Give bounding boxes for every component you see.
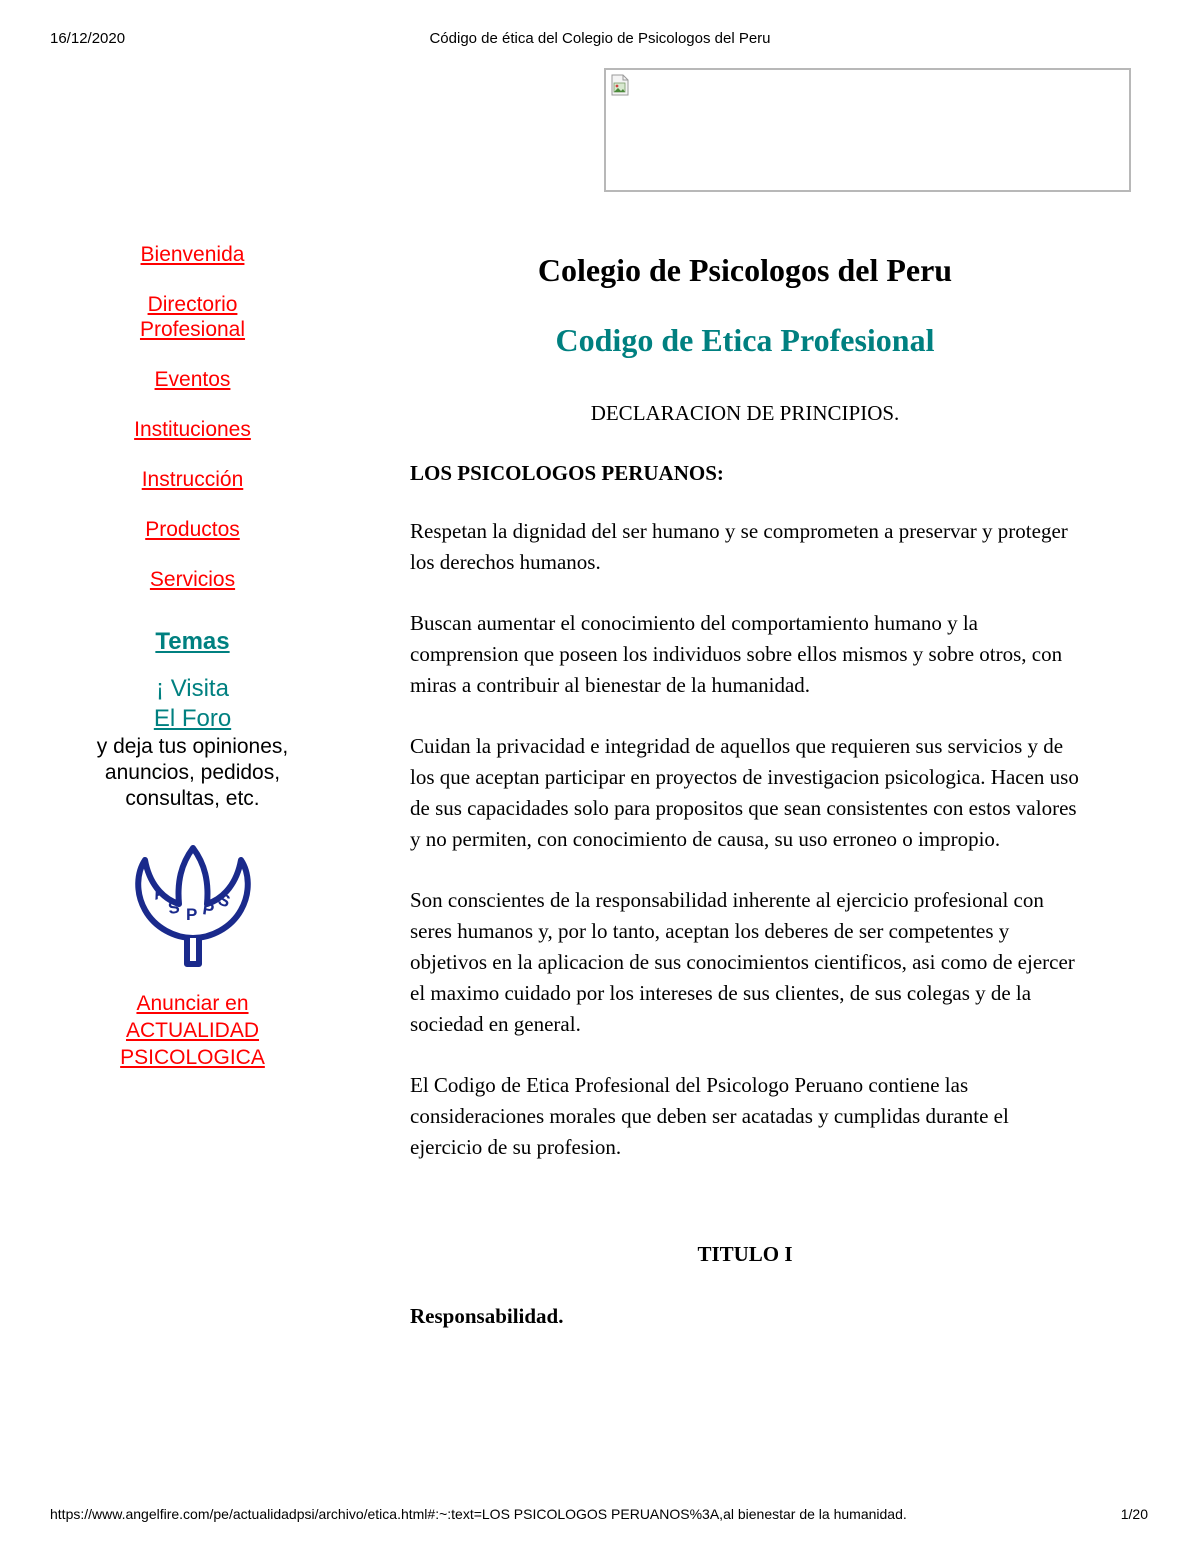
- site-title: Colegio de Psicologos del Peru: [537, 252, 953, 288]
- nav-link-bienvenida[interactable]: Bienvenida: [140, 243, 245, 266]
- asppas-logo[interactable]: [131, 842, 255, 968]
- visita-text: ¡ Visita: [156, 675, 229, 702]
- psicologos-subhead: LOS PSICOLOGOS PERUANOS:: [410, 461, 724, 485]
- svg-text:S: S: [166, 897, 181, 918]
- foro-link[interactable]: El Foro: [153, 705, 232, 732]
- nav-link-servicios[interactable]: Servicios: [149, 568, 236, 591]
- banner-image[interactable]: [604, 68, 1131, 192]
- nav-link-directorio-line1: Directorio: [147, 293, 238, 316]
- code-title: Codigo de Etica Profesional: [555, 322, 935, 358]
- print-footer-page-number: 1/20: [1120, 1506, 1148, 1522]
- svg-text:A: A: [149, 881, 168, 904]
- anunciar-link[interactable]: [80, 990, 305, 1071]
- paragraph: El Codigo de Etica Profesional del Psicologo Peruano contiene las consideraciones morales que deben ser acatadas y cumplidas durante el ejercicio de su profesion.: [410, 1073, 1009, 1159]
- svg-text:S: S: [215, 889, 232, 912]
- titulo-heading: TITULO I: [697, 1242, 793, 1266]
- nav-link-directorio-line2: Profesional: [139, 318, 246, 341]
- nav-link-instituciones[interactable]: Instituciones: [134, 418, 251, 441]
- svg-text:P: P: [185, 905, 197, 924]
- temas-link[interactable]: Temas: [155, 628, 230, 655]
- opiniones-line1: y deja tus opiniones,: [96, 735, 289, 758]
- declaracion-heading: DECLARACION DE PRINCIPIOS.: [590, 401, 900, 425]
- responsabilidad-heading: Responsabilidad.: [410, 1304, 564, 1328]
- opiniones-line3: consultas, etc.: [125, 787, 260, 810]
- main-content: [410, 250, 1080, 1329]
- sidebar: [80, 242, 305, 1071]
- anunciar-line1: Anunciar en: [136, 992, 249, 1015]
- print-header-date: 16/12/2020: [50, 30, 126, 47]
- anunciar-line3: PSICOLOGICA: [120, 1046, 265, 1069]
- paragraph: Buscan aumentar el conocimiento del comportamiento humano y la comprension que poseen los individuos sobre ellos mismos y sobre otros, con miras a contribuir al bienestar de la humanidad.: [410, 611, 1063, 697]
- nav-link-eventos[interactable]: Eventos: [154, 368, 231, 391]
- opiniones-line2: anuncios, pedidos,: [104, 761, 281, 784]
- nav-link-directorio-profesional[interactable]: [80, 292, 305, 342]
- anunciar-line2: ACTUALIDAD: [125, 1019, 260, 1042]
- print-footer-url: https://www.angelfire.com/pe/actualidadpsi/archivo/etica.html#:~:text=LOS PSICOLOGOS PERUANOS%3A,al bienestar de la humanidad.: [50, 1506, 907, 1522]
- paragraph: Cuidan la privacidad e integridad de aquellos que requieren sus servicios y de los que aceptan participar en proyectos de investigacion psicologica. Hacen uso de sus capacidades solo para propositos que sean consistentes con estos valores y no permiten, con conocimiento de causa, su uso erroneo o impropio.: [410, 734, 1079, 851]
- nav-link-productos[interactable]: Productos: [145, 518, 240, 541]
- paragraph: Son conscientes de la responsabilidad inherente al ejercicio profesional con seres humanos y, por lo tanto, aceptan los deberes de ser competentes y objetivos en la aplicacion de sus conocimientos cientificos, asi como de ejercer el maximo cuidado por los intereses de sus clientes, de sus colegas y de la sociedad en general.: [410, 888, 1075, 1036]
- paragraph: Respetan la dignidad del ser humano y se comprometen a preservar y proteger los derechos humanos.: [410, 519, 1068, 574]
- svg-text:P: P: [200, 899, 215, 920]
- nav-link-instruccion[interactable]: Instrucción: [141, 468, 244, 491]
- print-header-title: Código de ética del Colegio de Psicologos del Peru: [429, 30, 771, 47]
- broken-image-icon: [610, 74, 630, 96]
